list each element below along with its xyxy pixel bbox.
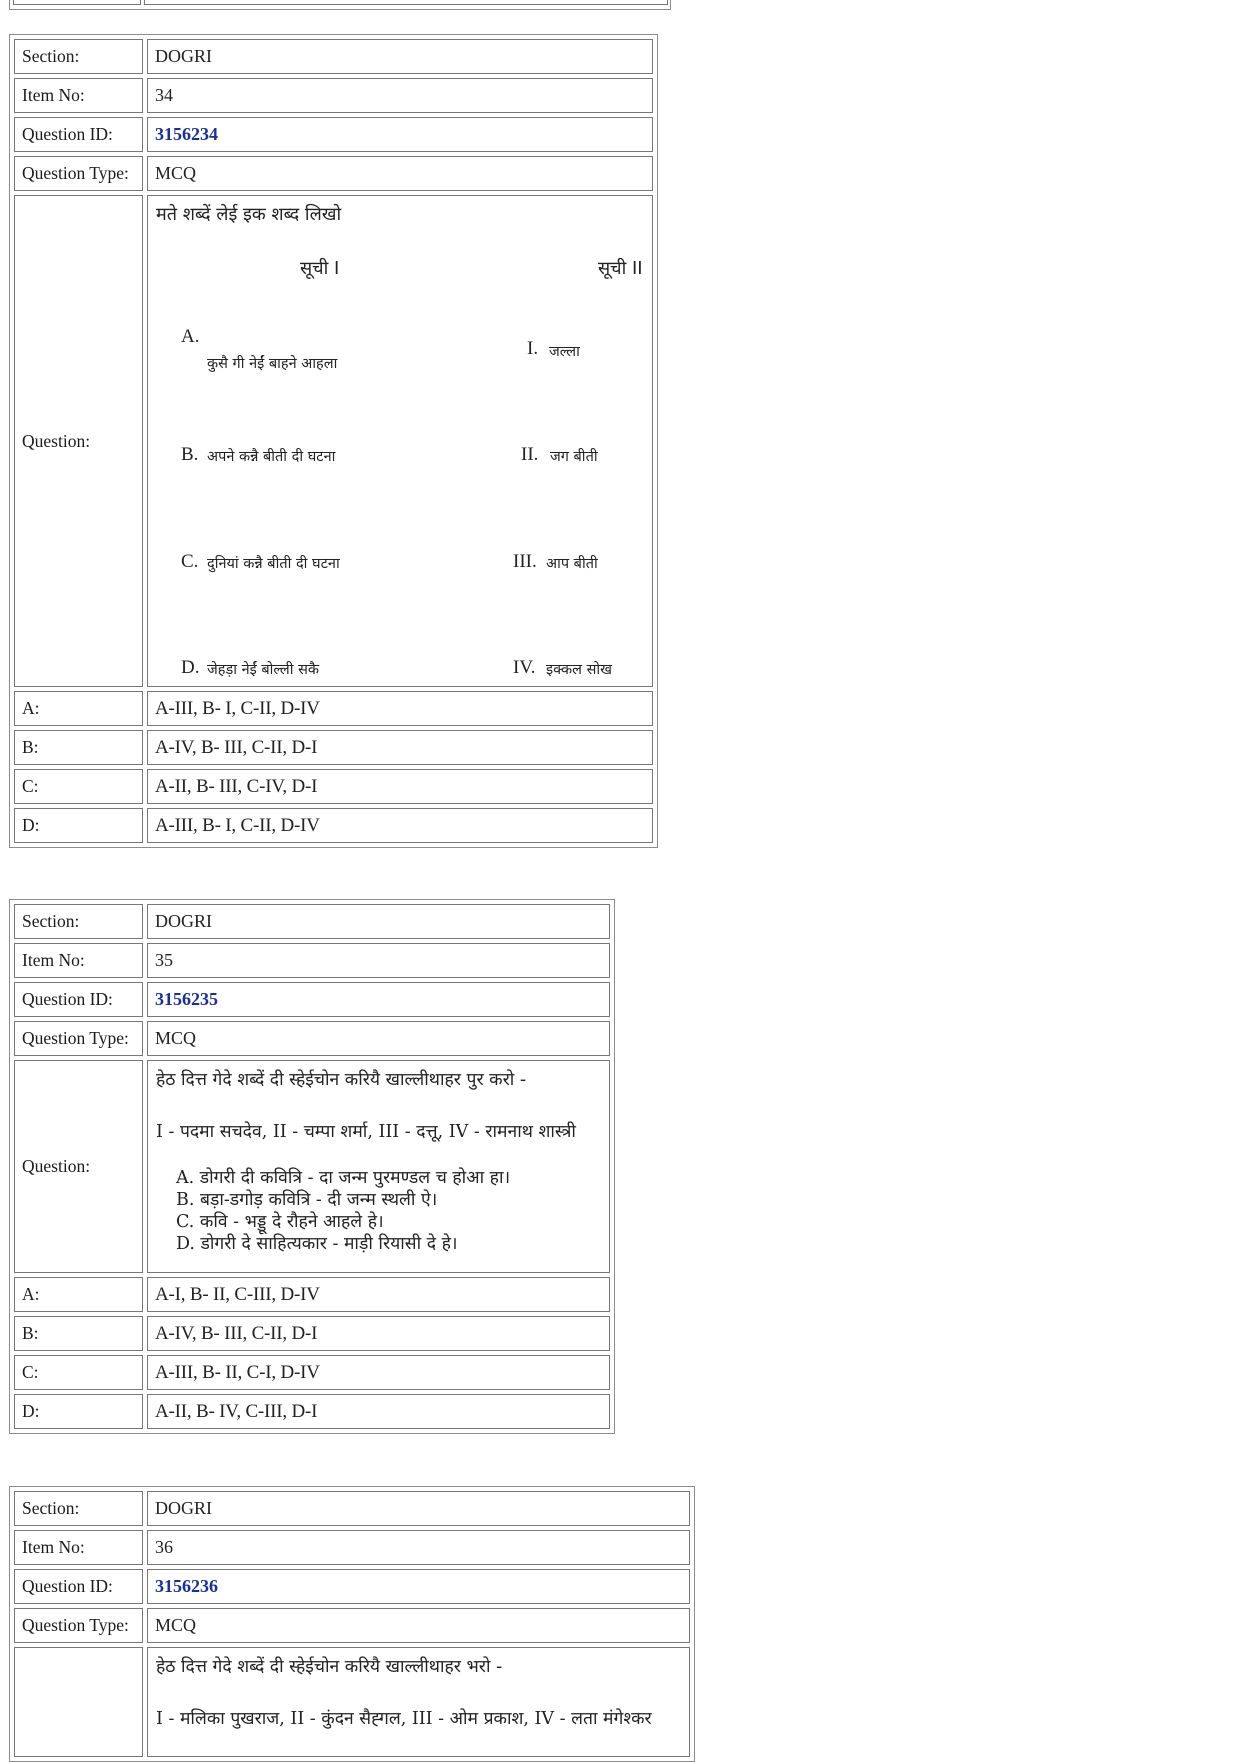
section-label: Section: <box>14 904 143 939</box>
section-row <box>14 1491 690 1526</box>
right-item-i-text: जल्ला <box>549 344 580 360</box>
question-id-label: Question ID: <box>14 982 143 1017</box>
section-row <box>14 904 610 939</box>
question-prompt: मते शब्दें लेई इक शब्द लिखो <box>156 204 342 225</box>
question-type-label: Question Type: <box>14 156 143 191</box>
question-id-value: 3156235 <box>155 989 218 1009</box>
item-no-row <box>14 78 653 113</box>
left-item-c-text: दुनियां कन्नै बीती दी घटना <box>207 556 340 572</box>
option-d-label: D: <box>14 808 143 843</box>
option-b-row <box>14 730 653 765</box>
item-no-row <box>14 1530 690 1565</box>
question-body <box>147 1647 690 1757</box>
option-b-row <box>14 1316 610 1351</box>
question-row <box>14 1647 690 1757</box>
item-no-label: Item No: <box>14 943 143 978</box>
question-label: Question: <box>14 1060 143 1273</box>
question-id-value: 3156236 <box>155 1576 218 1596</box>
left-item-a-text: कुसै गी नेईं बाहने आहला <box>207 356 338 372</box>
left-item-b-mark: B. <box>181 444 199 465</box>
statement-b: B. बड़ा-डगोड़ कवित्रि - दी जन्म स्थली ऐ। <box>176 1190 438 1210</box>
previous-value-cell <box>144 0 668 5</box>
item-no-row <box>14 943 610 978</box>
left-item-d-mark: D. <box>181 657 200 678</box>
option-c-label: C: <box>14 1355 143 1390</box>
question-id-label: Question ID: <box>14 1569 143 1604</box>
statement-d: D. डोगरी दे साहित्यकार - माड़ी रियासी दे हे। <box>176 1234 458 1254</box>
option-a-label: A: <box>14 691 143 726</box>
option-d-row <box>14 1394 610 1429</box>
option-a-value: A-I, B- II, C-III, D-IV <box>147 1277 610 1312</box>
item-no-label: Item No: <box>14 1530 143 1565</box>
item-no-value: 35 <box>147 943 610 978</box>
option-d-value: A-III, B- I, C-II, D-IV <box>147 808 653 843</box>
option-a-value: A-III, B- I, C-II, D-IV <box>147 691 653 726</box>
option-c-label: C: <box>14 769 143 804</box>
question-type-row <box>14 156 653 191</box>
item-no-label: Item No: <box>14 78 143 113</box>
option-d-value: A-II, B- IV, C-III, D-I <box>147 1394 610 1429</box>
section-value: DOGRI <box>147 1491 690 1526</box>
question-type-label: Question Type: <box>14 1021 143 1056</box>
previous-question-table-fragment <box>9 0 671 10</box>
right-item-iv-text: इक्कल सोख <box>546 662 613 678</box>
statement-c: C. कवि - भड्डू दे रौहने आहले हे। <box>176 1212 384 1232</box>
section-label: Section: <box>14 39 143 74</box>
question-id-label: Question ID: <box>14 117 143 152</box>
option-d-label: D: <box>14 1394 143 1429</box>
option-a-label: A: <box>14 1277 143 1312</box>
right-item-ii-mark: II. <box>521 444 539 465</box>
question-prompt: हेठ दित्त गेदे शब्दें दी स्हेईचोन करियै खाल्लीथाहर पुर करो - <box>156 1070 527 1090</box>
option-b-value: A-IV, B- III, C-II, D-I <box>147 730 653 765</box>
item-no-value: 34 <box>147 78 653 113</box>
statement-list <box>176 1167 510 1255</box>
option-c-row <box>14 1355 610 1390</box>
question-id-row <box>14 1569 690 1604</box>
question-type-value: MCQ <box>147 1021 610 1056</box>
statement-a: A. डोगरी दी कवित्रि - दा जन्म पुरमण्डल च होआ हा। <box>176 1168 511 1188</box>
names-list: I - पदमा सचदेव, II - चम्पा शर्मा, III - दत्तू, IV - रामनाथ शास्त्री <box>156 1122 576 1142</box>
question-type-row <box>14 1608 690 1643</box>
option-c-value: A-II, B- III, C-IV, D-I <box>147 769 653 804</box>
list-1-heading: सूची I <box>300 258 340 279</box>
right-item-i-mark: I. <box>527 338 539 359</box>
question-row <box>14 195 653 687</box>
section-row <box>14 39 653 74</box>
previous-label-cell <box>13 0 141 5</box>
left-item-b-text: अपने कन्नै बीती दी घटना <box>207 449 336 465</box>
question-id-row <box>14 117 653 152</box>
question-id-row <box>14 982 610 1017</box>
question-prompt: हेठ दित्त गेदे शब्दें दी स्हेईचोन करियै खाल्लीथाहर भरो - <box>156 1657 503 1677</box>
right-item-ii-text: जग बीती <box>550 449 598 465</box>
item-no-value: 36 <box>147 1530 690 1565</box>
section-value: DOGRI <box>147 39 653 74</box>
question-table-36 <box>9 1486 695 1762</box>
right-item-iv-mark: IV. <box>513 657 536 678</box>
left-item-a-mark: A. <box>181 326 200 347</box>
option-d-row <box>14 808 653 843</box>
option-a-row <box>14 1277 610 1312</box>
list-2-heading: सूची II <box>598 258 643 279</box>
question-type-row <box>14 1021 610 1056</box>
question-type-value: MCQ <box>147 156 653 191</box>
option-c-value: A-III, B- II, C-I, D-IV <box>147 1355 610 1390</box>
option-c-row <box>14 769 653 804</box>
question-body <box>147 1060 610 1273</box>
left-item-d-text: जेहड़ा नेईं बोल्ली सकै <box>207 662 320 678</box>
section-label: Section: <box>14 1491 143 1526</box>
option-b-label: B: <box>14 1316 143 1351</box>
question-row <box>14 1060 610 1273</box>
question-label <box>14 1647 143 1757</box>
question-table-35 <box>9 899 615 1434</box>
option-b-label: B: <box>14 730 143 765</box>
question-type-label: Question Type: <box>14 1608 143 1643</box>
question-id-value: 3156234 <box>155 124 218 144</box>
right-item-iii-text: आप बीती <box>546 556 598 572</box>
question-table-34 <box>9 34 658 848</box>
question-body <box>147 195 653 687</box>
right-item-iii-mark: III. <box>513 551 537 572</box>
section-value: DOGRI <box>147 904 610 939</box>
question-type-value: MCQ <box>147 1608 690 1643</box>
left-item-c-mark: C. <box>181 551 199 572</box>
names-list: I - मलिका पुखराज, II - कुंदन सैह्गल, III - ओम प्रकाश, IV - लता मंगेश्कर <box>156 1709 652 1729</box>
option-b-value: A-IV, B- III, C-II, D-I <box>147 1316 610 1351</box>
question-label: Question: <box>14 195 143 687</box>
option-a-row <box>14 691 653 726</box>
